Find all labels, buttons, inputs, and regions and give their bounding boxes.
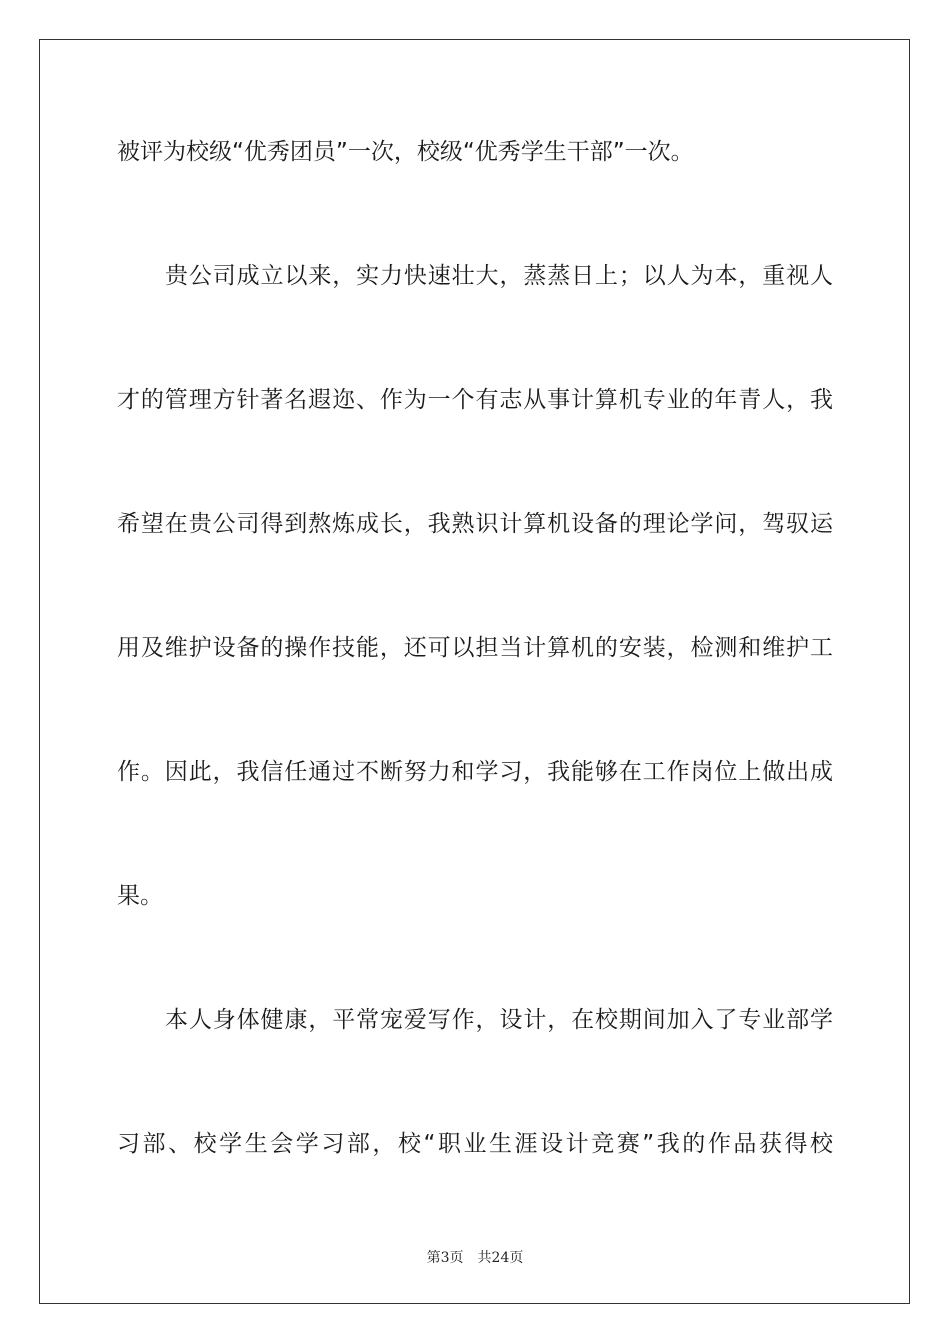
text-line-5: 用及维护设备的操作技能，还可以担当计算机的安装，检测和维护工 [117,635,833,661]
text-line-4: 希望在贵公司得到熬炼成长，我熟识计算机设备的理论学问，驾驭运 [117,511,833,537]
page-border [39,39,910,1304]
page-total: 共24页 [477,1250,524,1266]
page-footer [0,1247,950,1267]
text-line-9: 习部、校学生会学习部，校“职业生涯设计竞赛”我的作品获得校 [117,1131,833,1157]
text-line-8: 本人身体健康，平常宠爱写作，设计，在校期间加入了专业部学 [165,1007,833,1033]
text-line-2: 贵公司成立以来，实力快速壮大，蒸蒸日上；以人为本，重视人 [165,263,833,289]
text-line-7: 果。 [117,883,163,909]
page-number: 第3页 [426,1250,464,1266]
text-line-1: 被评为校级“优秀团员”一次，校级“优秀学生干部”一次。 [117,139,694,165]
text-line-6: 作。因此，我信任通过不断努力和学习，我能够在工作岗位上做出成 [117,759,833,785]
text-line-3: 才的管理方针著名遐迩、作为一个有志从事计算机专业的年青人，我 [117,387,833,413]
